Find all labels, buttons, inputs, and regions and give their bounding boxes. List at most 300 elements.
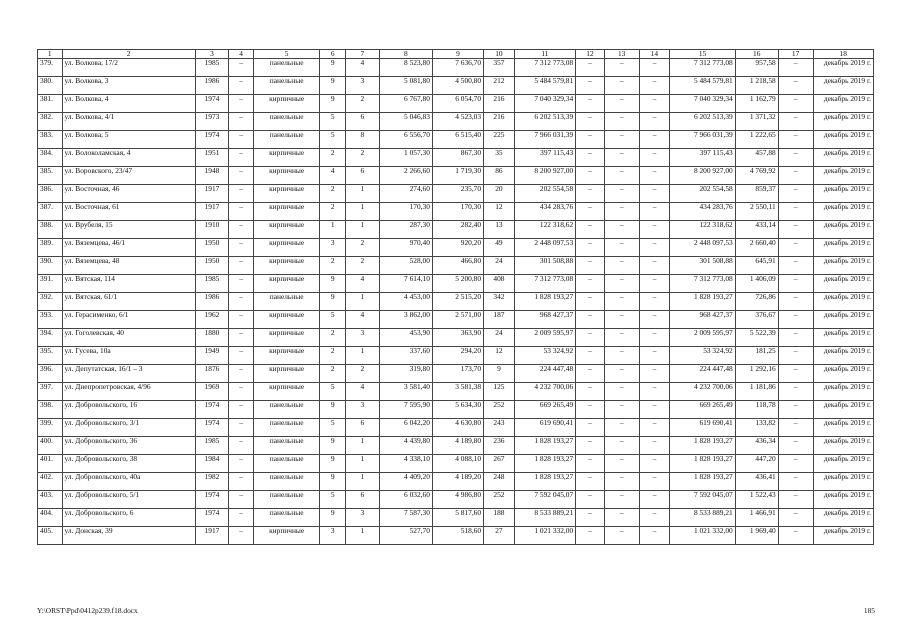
table-cell: – — [604, 293, 639, 311]
table-cell: – — [229, 365, 254, 383]
table-cell: 376,67 — [735, 311, 778, 329]
table-cell: – — [778, 383, 813, 401]
table-cell: 122 318,62 — [670, 221, 735, 239]
table-cell: 6 — [345, 419, 379, 437]
table-cell: 920,20 — [432, 239, 483, 257]
table-cell: 447,20 — [735, 455, 778, 473]
address-cell: ул. Добровольского, 16 — [62, 401, 195, 419]
table-cell: 173,70 — [432, 365, 483, 383]
table-cell: – — [604, 221, 639, 239]
table-cell: 7 636,70 — [432, 59, 483, 77]
table-cell: 2 — [345, 95, 379, 113]
table-cell: панельные — [253, 401, 320, 419]
table-cell: – — [576, 437, 605, 455]
table-cell: 436,41 — [735, 473, 778, 491]
table-cell: декабрь 2019 г. — [813, 383, 874, 401]
table-cell: панельные — [253, 77, 320, 95]
row-number-cell: 392. — [38, 293, 63, 311]
table-row — [38, 275, 874, 293]
table-row — [38, 437, 874, 455]
table-cell: – — [576, 185, 605, 203]
address-cell: ул. Добровольского, 36 — [62, 437, 195, 455]
table-row — [38, 113, 874, 131]
table-cell: кирпичные — [253, 95, 320, 113]
row-number-cell: 381. — [38, 95, 63, 113]
table-cell: 1950 — [195, 257, 229, 275]
table-row — [38, 95, 874, 113]
table-cell: кирпичные — [253, 239, 320, 257]
table-cell: – — [604, 167, 639, 185]
table-cell: 133,82 — [735, 419, 778, 437]
table-cell: 1 021 332,00 — [670, 527, 735, 545]
table-cell: 7 592 045,07 — [514, 491, 575, 509]
table-cell: 518,60 — [432, 527, 483, 545]
table-cell: декабрь 2019 г. — [813, 59, 874, 77]
table-cell: 24 — [484, 257, 515, 275]
table-cell: 274,60 — [379, 185, 432, 203]
table-cell: 6 556,70 — [379, 131, 432, 149]
table-cell: 4 189,20 — [432, 473, 483, 491]
table-cell: 1973 — [195, 113, 229, 131]
table-cell: 9 — [320, 509, 346, 527]
table-row — [38, 383, 874, 401]
table-cell: – — [778, 131, 813, 149]
table-row — [38, 473, 874, 491]
table-cell: – — [576, 527, 605, 545]
table-cell: 6 042,20 — [379, 419, 432, 437]
table-cell: 4 — [345, 275, 379, 293]
column-number: 11 — [514, 50, 575, 59]
table-cell: – — [576, 77, 605, 95]
table-cell: 2 — [345, 149, 379, 167]
table-cell: 1982 — [195, 473, 229, 491]
table-cell: 2 009 595,97 — [514, 329, 575, 347]
column-number: 17 — [778, 50, 813, 59]
table-cell: 9 — [320, 455, 346, 473]
table-cell: 267 — [484, 455, 515, 473]
table-cell: 1 719,30 — [432, 167, 483, 185]
table-cell: 7 312 773,08 — [514, 275, 575, 293]
table-cell: – — [576, 401, 605, 419]
table-cell: 1950 — [195, 239, 229, 257]
table-cell: – — [778, 293, 813, 311]
table-cell: 243 — [484, 419, 515, 437]
table-cell: 1985 — [195, 437, 229, 455]
column-number: 6 — [320, 50, 346, 59]
table-cell: – — [778, 185, 813, 203]
table-cell: 181,25 — [735, 347, 778, 365]
row-number-cell: 391. — [38, 275, 63, 293]
table-cell: декабрь 2019 г. — [813, 365, 874, 383]
table-cell: 1 406,09 — [735, 275, 778, 293]
table-cell: 1 828 193,27 — [670, 473, 735, 491]
table-row — [38, 401, 874, 419]
table-cell: – — [229, 509, 254, 527]
table-cell: 5 — [320, 383, 346, 401]
table-cell: 357 — [484, 59, 515, 77]
table-cell: кирпичные — [253, 221, 320, 239]
table-cell: – — [604, 509, 639, 527]
table-cell: – — [576, 95, 605, 113]
table-cell: 4 439,80 — [379, 437, 432, 455]
table-cell: декабрь 2019 г. — [813, 329, 874, 347]
table-cell: 645,91 — [735, 257, 778, 275]
row-number-cell: 398. — [38, 401, 63, 419]
table-cell: 6 202 513,39 — [670, 113, 735, 131]
file-path-footer: Y:\ORST\Ppd\0412p239.f18.docx — [37, 606, 138, 615]
table-cell: – — [229, 95, 254, 113]
table-cell: декабрь 2019 г. — [813, 185, 874, 203]
table-cell: 1 292,16 — [735, 365, 778, 383]
table-cell: 4 — [345, 311, 379, 329]
table-cell: 9 — [320, 473, 346, 491]
row-number-cell: 387. — [38, 203, 63, 221]
table-cell: – — [778, 509, 813, 527]
table-cell: 669 265,49 — [670, 401, 735, 419]
table-row — [38, 491, 874, 509]
address-cell: ул. Волкова, 4/1 — [62, 113, 195, 131]
table-cell: декабрь 2019 г. — [813, 527, 874, 545]
table-cell: декабрь 2019 г. — [813, 257, 874, 275]
table-cell: 1 969,40 — [735, 527, 778, 545]
address-cell: ул. Добровольского, 6 — [62, 509, 195, 527]
table-cell: 6 515,40 — [432, 131, 483, 149]
table-cell: декабрь 2019 г. — [813, 221, 874, 239]
table-cell: декабрь 2019 г. — [813, 473, 874, 491]
address-cell: ул. Вятская, 114 — [62, 275, 195, 293]
table-cell: кирпичные — [253, 527, 320, 545]
table-cell: 5 — [320, 131, 346, 149]
table-row — [38, 131, 874, 149]
table-cell: 8 200 927,00 — [514, 167, 575, 185]
table-cell: – — [604, 77, 639, 95]
row-number-cell: 395. — [38, 347, 63, 365]
table-cell: 294,20 — [432, 347, 483, 365]
table-cell: – — [229, 383, 254, 401]
table-cell: 7 966 031,39 — [514, 131, 575, 149]
table-cell: 5 081,80 — [379, 77, 432, 95]
table-cell: 12 — [484, 347, 515, 365]
table-cell: – — [229, 473, 254, 491]
table-cell: – — [576, 275, 605, 293]
address-cell: ул. Гоголевская, 40 — [62, 329, 195, 347]
table-cell: 13 — [484, 221, 515, 239]
table-cell: 867,30 — [432, 149, 483, 167]
table-cell: 1974 — [195, 401, 229, 419]
table-cell: 7 040 329,34 — [514, 95, 575, 113]
table-cell: 7 592 045,07 — [670, 491, 735, 509]
table-cell: – — [229, 185, 254, 203]
address-cell: ул. Вяземцева, 46/1 — [62, 239, 195, 257]
table-cell: 5 — [320, 113, 346, 131]
row-number-cell: 399. — [38, 419, 63, 437]
table-cell: – — [229, 221, 254, 239]
column-number: 3 — [195, 50, 229, 59]
address-cell: ул. Волоколамская, 4 — [62, 149, 195, 167]
table-cell: – — [778, 59, 813, 77]
column-number-header — [38, 50, 874, 59]
table-cell: декабрь 2019 г. — [813, 113, 874, 131]
table-cell: – — [604, 401, 639, 419]
table-cell: – — [778, 95, 813, 113]
table-cell: 968 427,37 — [670, 311, 735, 329]
table-cell: панельные — [253, 473, 320, 491]
table-cell: 170,30 — [432, 203, 483, 221]
address-cell: ул. Волкова, 5 — [62, 131, 195, 149]
table-cell: 1 181,86 — [735, 383, 778, 401]
column-number: 8 — [379, 50, 432, 59]
table-cell: 2 — [345, 365, 379, 383]
table-cell: 457,88 — [735, 149, 778, 167]
table-cell: 1974 — [195, 419, 229, 437]
table-cell: 4 232 700,06 — [670, 383, 735, 401]
table-row — [38, 293, 874, 311]
table-cell: 1962 — [195, 311, 229, 329]
table-cell: 4 500,80 — [432, 77, 483, 95]
table-cell: 6 — [345, 491, 379, 509]
table-cell: панельные — [253, 491, 320, 509]
table-cell: – — [229, 401, 254, 419]
table-cell: 527,70 — [379, 527, 432, 545]
table-cell: – — [604, 491, 639, 509]
table-cell: 434 283,76 — [514, 203, 575, 221]
table-cell: 968 427,37 — [514, 311, 575, 329]
table-cell: – — [604, 59, 639, 77]
table-cell: – — [229, 347, 254, 365]
column-number: 18 — [813, 50, 874, 59]
table-cell: – — [778, 491, 813, 509]
table-cell: – — [604, 239, 639, 257]
column-number: 14 — [639, 50, 670, 59]
row-number-cell: 390. — [38, 257, 63, 275]
table-cell: – — [604, 455, 639, 473]
table-cell: 4 338,10 — [379, 455, 432, 473]
column-number: 15 — [670, 50, 735, 59]
table-cell: 2 — [320, 257, 346, 275]
table-cell: декабрь 2019 г. — [813, 491, 874, 509]
table-cell: декабрь 2019 г. — [813, 167, 874, 185]
table-cell: 235,70 — [432, 185, 483, 203]
table-cell: 4 523,03 — [432, 113, 483, 131]
table-cell: 619 690,41 — [670, 419, 735, 437]
table-cell: 619 690,41 — [514, 419, 575, 437]
table-cell: 669 265,49 — [514, 401, 575, 419]
table-cell: – — [604, 365, 639, 383]
table-cell: 1 057,30 — [379, 149, 432, 167]
table-cell: – — [604, 329, 639, 347]
table-row — [38, 257, 874, 275]
table-cell: 1 — [345, 293, 379, 311]
row-number-cell: 397. — [38, 383, 63, 401]
table-cell: 1 522,43 — [735, 491, 778, 509]
table-row — [38, 149, 874, 167]
table-cell: 4 088,10 — [432, 455, 483, 473]
table-cell: 252 — [484, 401, 515, 419]
row-number-cell: 380. — [38, 77, 63, 95]
table-cell: – — [604, 257, 639, 275]
table-cell: 1 828 193,27 — [514, 437, 575, 455]
table-cell: 282,40 — [432, 221, 483, 239]
table-cell: 24 — [484, 329, 515, 347]
table-cell: – — [576, 257, 605, 275]
table-cell: – — [576, 239, 605, 257]
table-cell: 1986 — [195, 77, 229, 95]
table-cell: 3 — [320, 527, 346, 545]
address-cell: ул. Вятская, 61/1 — [62, 293, 195, 311]
table-cell: 53 324,92 — [514, 347, 575, 365]
table-cell: 49 — [484, 239, 515, 257]
address-cell: ул. Волкова, 4 — [62, 95, 195, 113]
table-cell: 4 769,92 — [735, 167, 778, 185]
table-cell: 8 533 889,21 — [670, 509, 735, 527]
address-cell: ул. Вяземцева, 48 — [62, 257, 195, 275]
table-cell: – — [778, 113, 813, 131]
table-cell: 726,86 — [735, 293, 778, 311]
table-cell: 7 595,90 — [379, 401, 432, 419]
address-cell: ул. Герасименко, 6/1 — [62, 311, 195, 329]
table-cell: 4 409,20 — [379, 473, 432, 491]
table-cell: кирпичные — [253, 383, 320, 401]
table-cell: – — [639, 347, 670, 365]
table-row — [38, 509, 874, 527]
address-cell: ул. Добровольского, 3/1 — [62, 419, 195, 437]
table-cell: 1985 — [195, 59, 229, 77]
table-cell: 1974 — [195, 509, 229, 527]
table-cell: декабрь 2019 г. — [813, 509, 874, 527]
table-cell: – — [604, 527, 639, 545]
table-cell: 2 515,20 — [432, 293, 483, 311]
table-cell: 397 115,43 — [670, 149, 735, 167]
table-cell: – — [604, 383, 639, 401]
table-cell: 1948 — [195, 167, 229, 185]
table-cell: 4 232 700,06 — [514, 383, 575, 401]
table-cell: – — [639, 131, 670, 149]
table-cell: 248 — [484, 473, 515, 491]
table-cell: – — [778, 239, 813, 257]
table-row — [38, 527, 874, 545]
table-cell: 1 218,58 — [735, 77, 778, 95]
table-cell: кирпичные — [253, 257, 320, 275]
table-cell: 3 — [345, 77, 379, 95]
table-cell: 20 — [484, 185, 515, 203]
table-cell: – — [576, 203, 605, 221]
table-cell: – — [639, 203, 670, 221]
table-cell: – — [778, 401, 813, 419]
column-number: 12 — [576, 50, 605, 59]
table-cell: 2 — [345, 257, 379, 275]
table-cell: 1 — [345, 437, 379, 455]
table-cell: 4 — [345, 383, 379, 401]
address-cell: ул. Волкова, 17/2 — [62, 59, 195, 77]
table-cell: – — [229, 239, 254, 257]
table-cell: – — [639, 383, 670, 401]
table-cell: 1951 — [195, 149, 229, 167]
table-cell: 2 571,00 — [432, 311, 483, 329]
table-cell: 6 767,80 — [379, 95, 432, 113]
table-cell: декабрь 2019 г. — [813, 203, 874, 221]
address-cell: ул. Днепропетровская, 4/96 — [62, 383, 195, 401]
table-cell: 1910 — [195, 221, 229, 239]
table-cell: декабрь 2019 г. — [813, 95, 874, 113]
table-cell: кирпичные — [253, 167, 320, 185]
table-cell: 2 — [345, 239, 379, 257]
table-cell: 216 — [484, 95, 515, 113]
table-cell: – — [639, 95, 670, 113]
table-cell: – — [639, 77, 670, 95]
table-row — [38, 221, 874, 239]
table-cell: 1917 — [195, 203, 229, 221]
table-cell: декабрь 2019 г. — [813, 293, 874, 311]
table-cell: 1 — [345, 221, 379, 239]
table-cell: 2 266,60 — [379, 167, 432, 185]
table-cell: 53 324,92 — [670, 347, 735, 365]
table-cell: 1 — [345, 455, 379, 473]
table-cell: 7 312 773,08 — [670, 59, 735, 77]
table-cell: 5 200,80 — [432, 275, 483, 293]
table-cell: – — [604, 275, 639, 293]
table-cell: – — [604, 437, 639, 455]
table-cell: 1974 — [195, 95, 229, 113]
table-cell: 1917 — [195, 185, 229, 203]
table-cell: 1986 — [195, 293, 229, 311]
table-cell: 5 484 579,81 — [670, 77, 735, 95]
table-cell: 224 447,48 — [670, 365, 735, 383]
table-cell: 7 966 031,39 — [670, 131, 735, 149]
column-number: 4 — [229, 50, 254, 59]
table-cell: – — [639, 437, 670, 455]
table-cell: – — [604, 419, 639, 437]
table-row — [38, 59, 874, 77]
row-number-cell: 384. — [38, 149, 63, 167]
row-number-cell: 385. — [38, 167, 63, 185]
table-cell: – — [778, 419, 813, 437]
table-cell: – — [229, 329, 254, 347]
table-cell: 453,90 — [379, 329, 432, 347]
table-cell: декабрь 2019 г. — [813, 401, 874, 419]
table-cell: – — [576, 329, 605, 347]
table-cell: 2 — [320, 185, 346, 203]
table-cell: – — [778, 329, 813, 347]
table-cell: 301 508,88 — [670, 257, 735, 275]
table-cell: 397 115,43 — [514, 149, 575, 167]
address-cell: ул. Донская, 39 — [62, 527, 195, 545]
table-cell: – — [229, 59, 254, 77]
table-cell: 1984 — [195, 455, 229, 473]
table-cell: – — [576, 131, 605, 149]
table-cell: – — [639, 419, 670, 437]
table-cell: декабрь 2019 г. — [813, 275, 874, 293]
table-cell: панельные — [253, 437, 320, 455]
table-cell: – — [229, 311, 254, 329]
table-cell: – — [604, 311, 639, 329]
row-number-cell: 396. — [38, 365, 63, 383]
table-cell: – — [639, 509, 670, 527]
row-number-cell: 386. — [38, 185, 63, 203]
table-cell: декабрь 2019 г. — [813, 437, 874, 455]
table-cell: – — [604, 473, 639, 491]
table-cell: 3 — [345, 401, 379, 419]
row-number-cell: 389. — [38, 239, 63, 257]
table-cell: 6 — [345, 167, 379, 185]
table-cell: 466,80 — [432, 257, 483, 275]
table-cell: декабрь 2019 г. — [813, 419, 874, 437]
housing-register-table — [37, 49, 874, 545]
table-cell: – — [639, 527, 670, 545]
table-cell: 6 032,60 — [379, 491, 432, 509]
table-cell: панельные — [253, 59, 320, 77]
table-cell: 5 — [320, 491, 346, 509]
table-row — [38, 203, 874, 221]
